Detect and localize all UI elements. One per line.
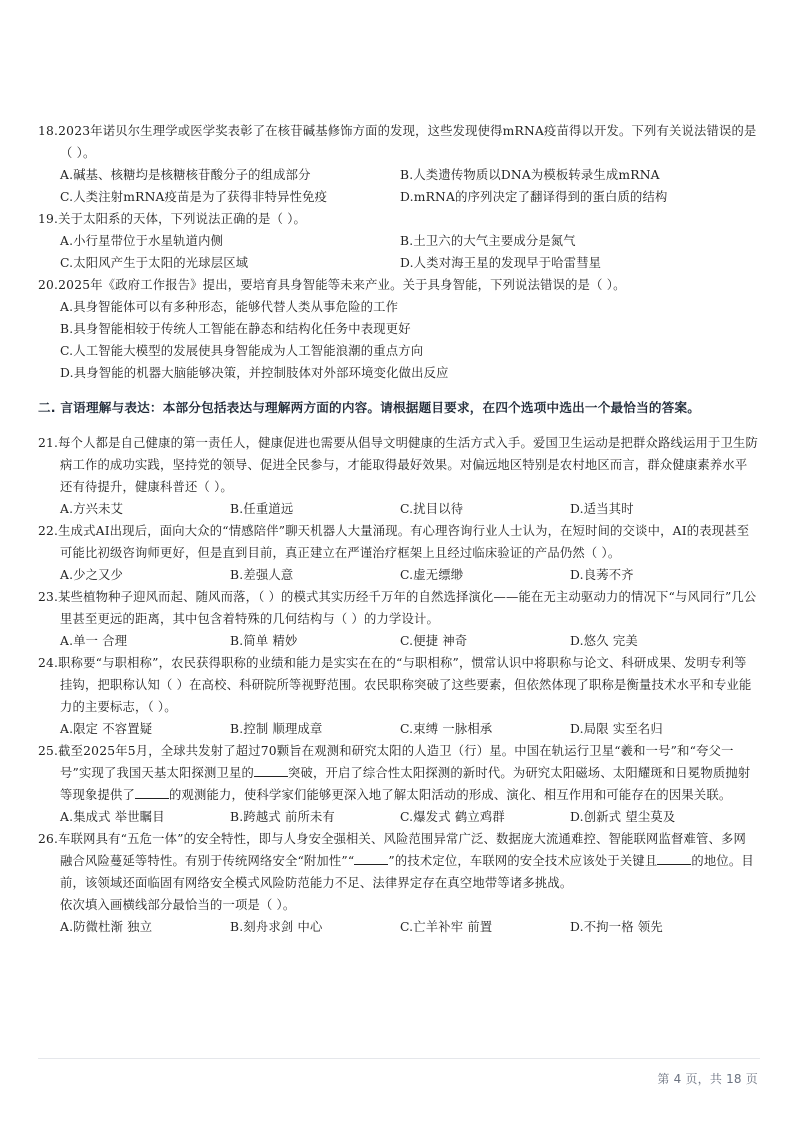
question-text-part-1: 车联网具有“五危一体”的安全特性，即与人身安全强相关、风险范围异常广泛、数据庞大流通难控、智能联网监督难管、多网融合风险蔓延等特性。有别于传统网络安全“附加性”“ xyxy=(58,832,746,868)
option-c: C.亡羊补牢 前置 xyxy=(400,920,493,934)
question-stem xyxy=(38,520,758,564)
question-text-part-3: 的地位。目前，该领域还面临固有网络安全模式风险防范能力不足、法律界定存在真空地带等诸多挑战。 xyxy=(60,854,754,890)
question-number: 22. xyxy=(38,524,59,538)
option-d: D.mRNA的序列决定了翻译得到的蛋白质的结构 xyxy=(400,190,668,204)
question-text-part-2: ”的技术定位，车联网的安全技术应该处于关键且 xyxy=(388,854,658,868)
option-a: A.具身智能体可以有多种形态，能够代替人类从事危险的工作 xyxy=(60,300,399,314)
option-b: B.刻舟求剑 中心 xyxy=(230,920,323,934)
question-text-part-3: 的观测能力，使科学家们能够更深入地了解太阳活动的形成、演化、相互作用和可能存在的因果关联。 xyxy=(168,788,732,802)
fill-blank-1 xyxy=(254,775,288,777)
question-stem xyxy=(38,828,758,894)
options xyxy=(38,806,758,828)
question-22 xyxy=(38,520,758,586)
option-d: D.人类对海王星的发现早于哈雷彗星 xyxy=(400,256,602,270)
question-text-part-2: 突破，开启了综合性太阳探测的新时代。为研究太阳磁场、太阳耀斑和日冕物质抛射等现象提供了 xyxy=(60,766,751,802)
question-stem xyxy=(38,432,758,498)
question-number: 25. xyxy=(38,744,59,758)
options xyxy=(38,564,758,586)
option-a: A.集成式 举世瞩目 xyxy=(60,810,165,824)
question-26 xyxy=(38,828,758,938)
options xyxy=(38,630,758,652)
fill-blank-2 xyxy=(135,797,169,799)
question-text: 生成式AI出现后，面向大众的“情感陪伴”聊天机器人大量涌现。有心理咨询行业人士认为，在短时间的交谈中，AI的表现甚至可能比初级咨询师更好，但是直到目前，真正建立在严谨治疗框架上且经过临床验证的产品仍然（ ）。 xyxy=(58,524,750,560)
question-number: 20. xyxy=(38,278,59,292)
option-b: B.具身智能相较于传统人工智能在静态和结构化任务中表现更好 xyxy=(60,322,411,336)
question-23 xyxy=(38,586,758,652)
option-c: C.人类注射mRNA疫苗是为了获得非特异性免疫 xyxy=(60,190,328,204)
footer-divider xyxy=(38,1058,760,1059)
option-b: B.简单 精妙 xyxy=(230,634,298,648)
question-prompt: 依次填入画横线部分最恰当的一项是（ ）。 xyxy=(60,898,296,912)
question-number: 24. xyxy=(38,656,59,670)
fill-blank-2 xyxy=(657,863,691,865)
option-a: A.限定 不容置疑 xyxy=(60,722,153,736)
options xyxy=(38,296,758,384)
question-text: 2025年《政府工作报告》提出，要培育具身智能等未来产业。关于具身智能，下列说法错误的是（ ）。 xyxy=(58,278,626,292)
option-a: A.方兴未艾 xyxy=(60,502,124,516)
options xyxy=(38,718,758,740)
options xyxy=(38,498,758,520)
options xyxy=(38,916,758,938)
option-b: B.土卫六的大气主要成分是氮气 xyxy=(400,234,576,248)
option-d: D.创新式 望尘莫及 xyxy=(570,810,676,824)
option-a: A.单一 合理 xyxy=(60,634,128,648)
question-stem xyxy=(38,652,758,718)
question-text: 关于太阳系的天体，下列说法正确的是（ ）。 xyxy=(58,212,307,226)
question-20 xyxy=(38,274,758,384)
option-d: D.适当其时 xyxy=(570,502,634,516)
option-c: C.爆发式 鹤立鸡群 xyxy=(400,810,505,824)
question-text: 每个人都是自己健康的第一责任人，健康促进也需要从倡导文明健康的生活方式入手。爱国卫生运动是把群众路线运用于卫生防病工作的成功实践，坚持党的领导、促进全民参与，才能取得最好效果。对偏远地区特别是农村地区而言，群众健康素养水平还有待提升，健康科普还（ ）。 xyxy=(58,436,758,494)
question-number: 26. xyxy=(38,832,59,846)
option-a: A.小行星带位于水星轨道内侧 xyxy=(60,234,224,248)
option-c: C.太阳风产生于太阳的光球层区域 xyxy=(60,256,249,270)
question-stem xyxy=(38,120,758,164)
option-a: A.少之又少 xyxy=(60,568,124,582)
options xyxy=(38,230,758,274)
question-stem xyxy=(38,208,758,230)
question-text: 2023年诺贝尔生理学或医学奖表彰了在核苷碱基修饰方面的发现，这些发现使得mRNA疫苗得以开发。下列有关说法错误的是（ ）。 xyxy=(58,124,757,160)
option-b: B.控制 顺理成章 xyxy=(230,722,323,736)
option-d: D.局限 实至名归 xyxy=(570,722,663,736)
section-heading: 二. 言语理解与表达：本部分包括表达与理解两方面的内容。请根据题目要求，在四个选项中选出一个最恰当的答案。 xyxy=(38,400,701,415)
option-b: B.差强人意 xyxy=(230,568,294,582)
option-c: C.扰目以待 xyxy=(400,502,464,516)
question-text-part-1: 截至2025年5月，全球共发射了超过70颗旨在观测和研究太阳的人造卫（行）星。中国在轨运行卫星“羲和一号”和“夸父一号”实现了我国天基太阳探测卫星的 xyxy=(58,744,734,780)
question-19 xyxy=(38,208,758,274)
question-number: 19. xyxy=(38,212,59,226)
fill-blank-1 xyxy=(354,863,388,865)
page-content xyxy=(38,120,758,938)
option-a: A.碱基、核糖均是核糖核苷酸分子的组成部分 xyxy=(60,168,311,182)
question-18 xyxy=(38,120,758,208)
option-b: B.跨越式 前所未有 xyxy=(230,810,335,824)
question-21 xyxy=(38,432,758,520)
question-stem xyxy=(38,586,758,630)
option-a: A.防微杜渐 独立 xyxy=(60,920,153,934)
options xyxy=(38,164,758,208)
option-c: C.束缚 一脉相承 xyxy=(400,722,493,736)
question-stem xyxy=(38,740,758,806)
option-c: C.虚无缥缈 xyxy=(400,568,464,582)
option-d: D.悠久 完美 xyxy=(570,634,638,648)
question-25 xyxy=(38,740,758,828)
option-c: C.便捷 神奇 xyxy=(400,634,468,648)
question-stem xyxy=(38,274,758,296)
question-text: 某些植物种子迎风而起、随风而落，（ ）的模式其实历经千万年的自然选择演化——能在无主动驱动力的情况下“与风同行”几公里甚至更远的距离，其中包含着特殊的几何结构与（ ）的力学设计。 xyxy=(58,590,757,626)
option-d: D.不拘一格 领先 xyxy=(570,920,663,934)
question-text: 职称要“与职相称”，农民获得职称的业绩和能力是实实在在的“与职相称”，惯常认识中将职称与论文、科研成果、发明专利等挂钩，把职称认知（ ）在高校、科研院所等视野范围。农民职称突破了这些要素，但依然体现了职称是衡量技术水平和专业能力的主要标志，（ ）。 xyxy=(58,656,752,714)
option-c: C.人工智能大模型的发展使具身智能成为人工智能浪潮的重点方向 xyxy=(60,344,424,358)
option-b: B.任重道远 xyxy=(230,502,294,516)
question-24 xyxy=(38,652,758,740)
page-number: 第 4 页，共 18 页 xyxy=(657,1072,758,1086)
question-number: 18. xyxy=(38,124,59,138)
option-d: D.具身智能的机器大脑能够决策，并控制肢体对外部环境变化做出反应 xyxy=(60,366,449,380)
question-number: 23. xyxy=(38,590,59,604)
option-b: B.人类遗传物质以DNA为模板转录生成mRNA xyxy=(400,168,660,182)
option-d: D.良莠不齐 xyxy=(570,568,634,582)
question-number: 21. xyxy=(38,436,59,450)
